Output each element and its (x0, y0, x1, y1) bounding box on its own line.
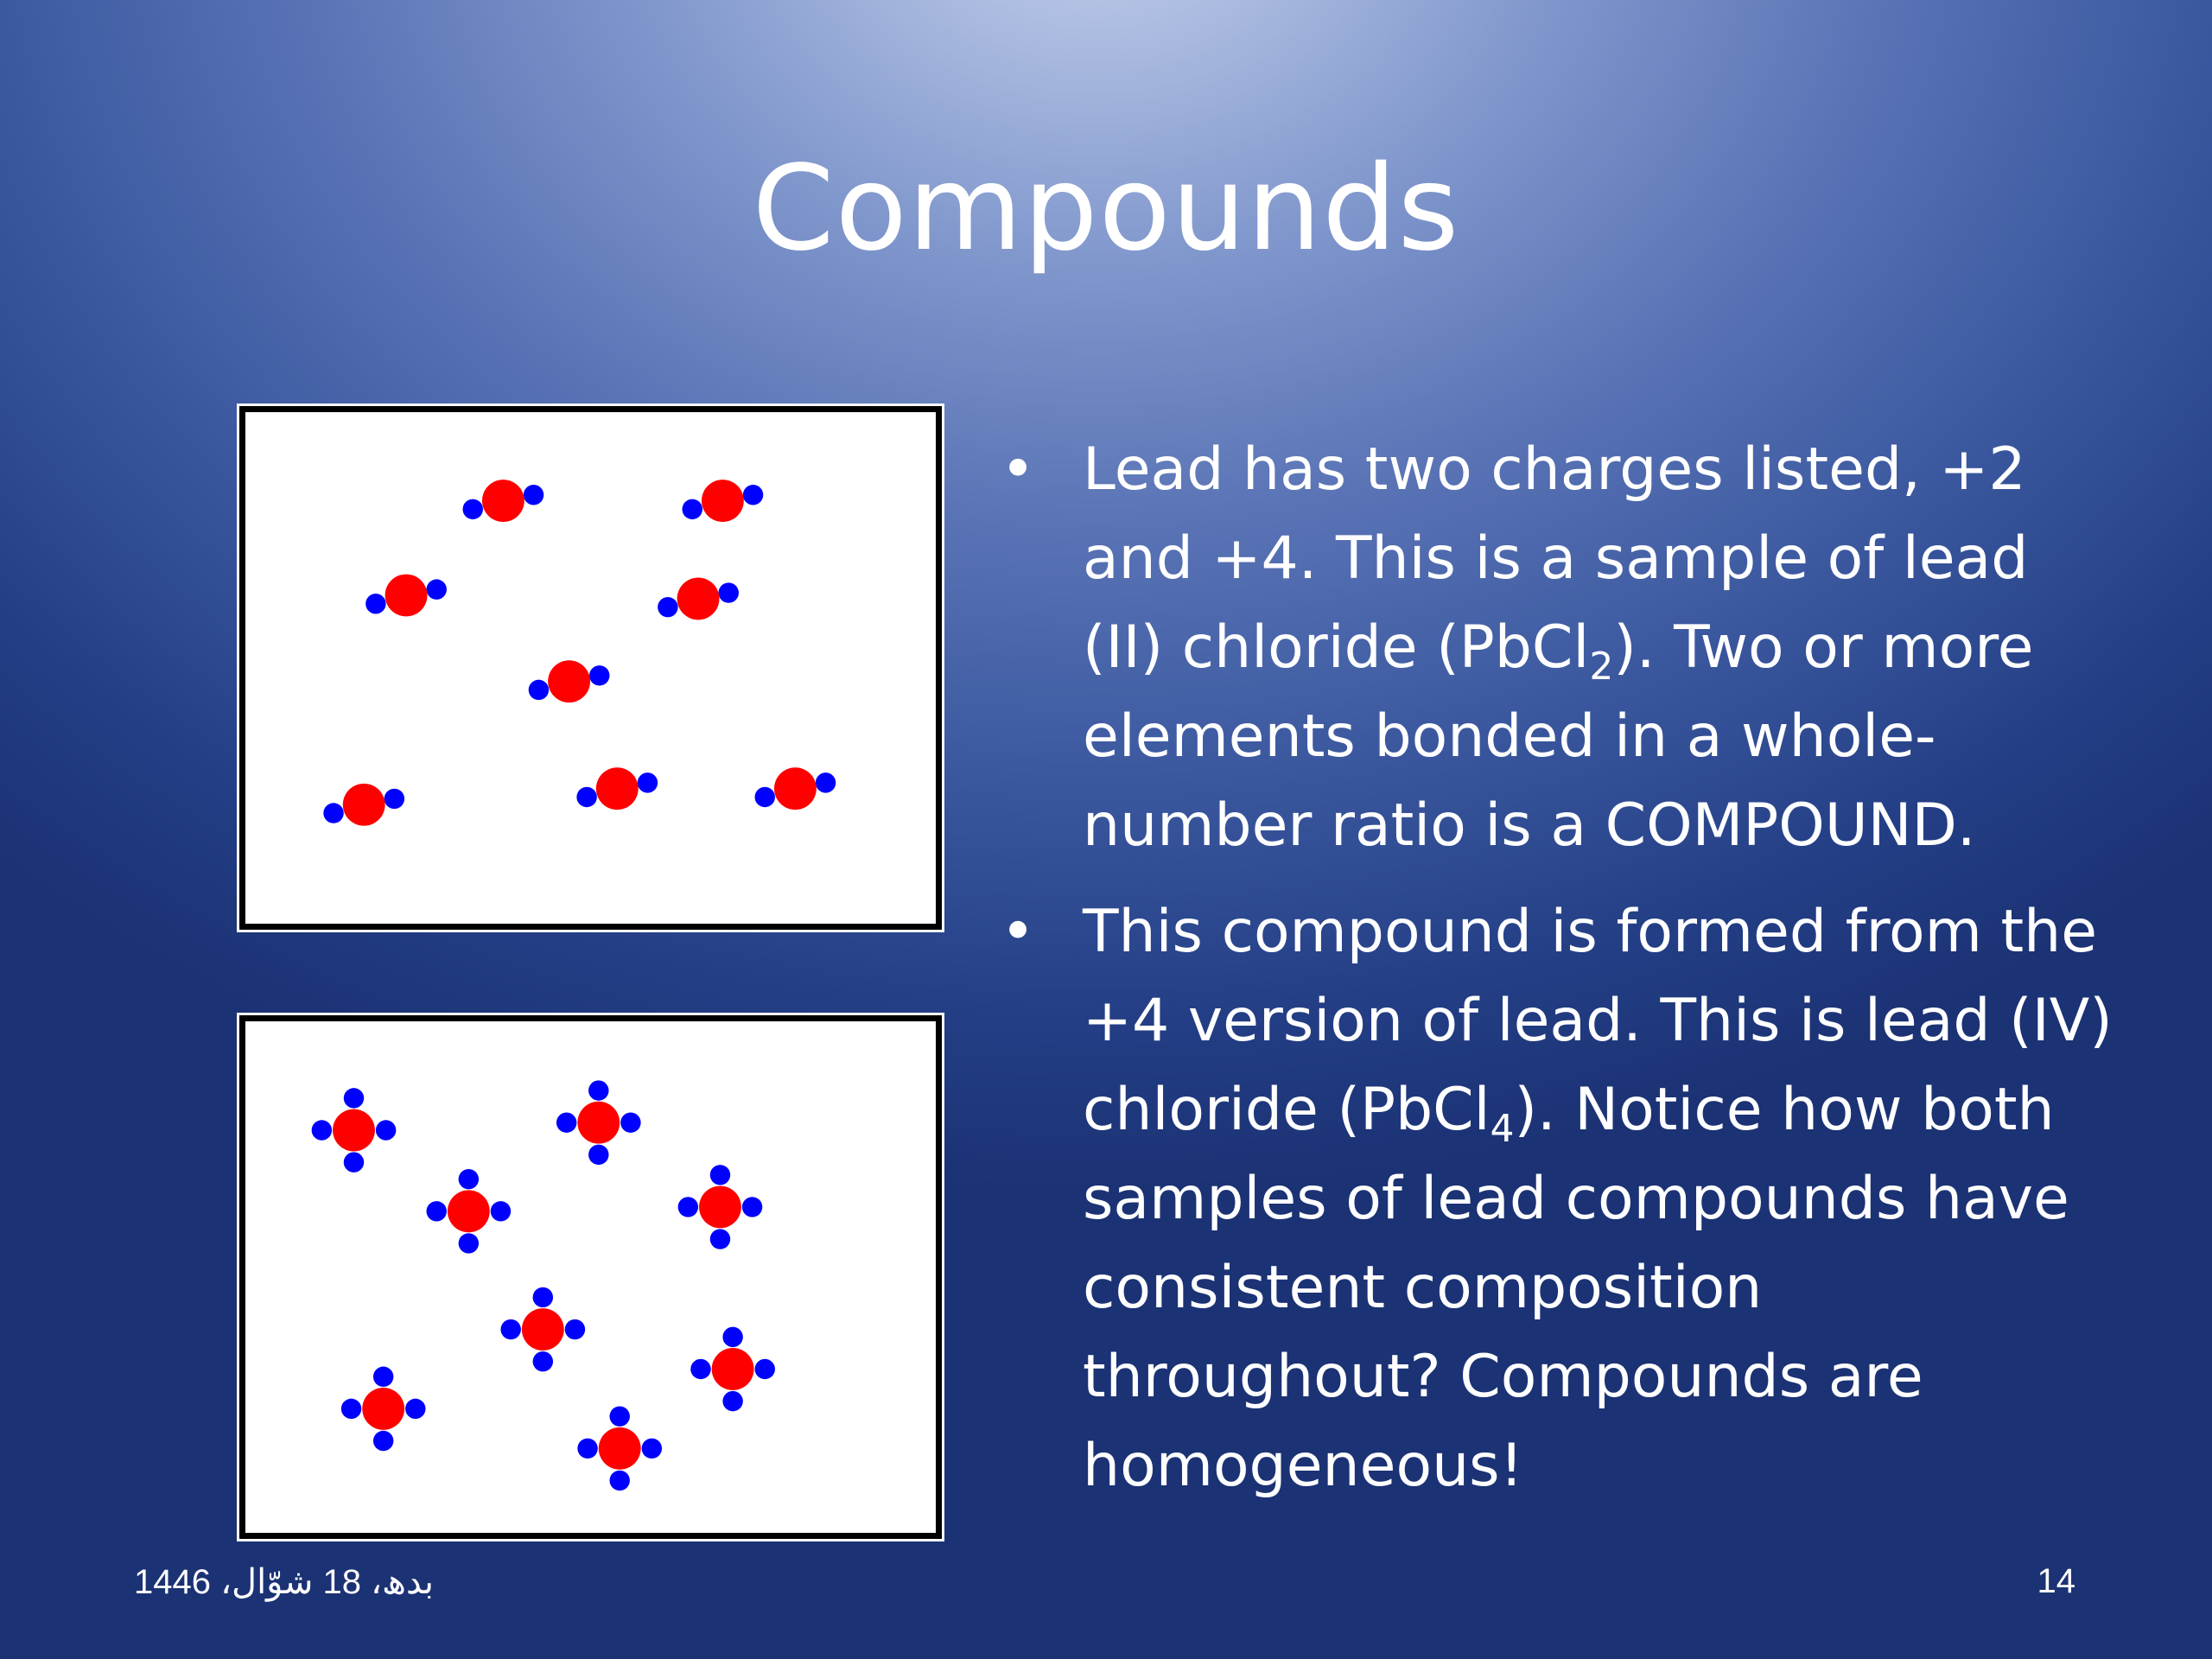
pbcl4-sample-image (239, 1015, 942, 1539)
chlorine-atom (524, 485, 543, 505)
lead-atom (577, 1102, 620, 1144)
chlorine-atom (710, 1165, 730, 1185)
chlorine-atom (682, 499, 702, 519)
chlorine-atom (719, 582, 739, 602)
lead-atom (596, 767, 639, 810)
bullet-item-pbcl4 (992, 887, 2115, 1510)
chlorine-atom (609, 1406, 629, 1426)
chlorine-atom (463, 499, 483, 519)
chlorine-atom (742, 1197, 762, 1217)
chlorine-atom (710, 1229, 730, 1249)
chlorine-atom (658, 597, 677, 617)
lead-atom (774, 767, 817, 810)
lead-atom (482, 480, 524, 522)
chlorine-atom (816, 772, 836, 792)
bullet-icon: • (1001, 435, 1036, 504)
chlorine-atom (743, 485, 763, 505)
chlorine-atom (588, 1080, 608, 1100)
lead-atom (702, 480, 744, 522)
chlorine-atom (341, 1399, 361, 1419)
lead-atom (699, 1185, 741, 1228)
slide-title: Compounds (752, 141, 1460, 277)
chlorine-atom (533, 1287, 553, 1307)
chlorine-atom (588, 1145, 608, 1165)
chlorine-atom (576, 787, 596, 807)
pbcl2-sample-image (239, 406, 942, 930)
chlorine-atom (344, 1152, 364, 1172)
chlorine-atom (678, 1197, 698, 1217)
lead-atom (333, 1109, 375, 1152)
lead-atom (548, 660, 590, 702)
bullet-icon: • (1001, 898, 1036, 966)
chlorine-atom (312, 1120, 332, 1140)
chlorine-atom (755, 1359, 775, 1379)
lead-atom (343, 784, 385, 826)
chlorine-atom (620, 1113, 640, 1133)
chlorine-atom (500, 1319, 520, 1339)
chlorine-atom (755, 787, 775, 807)
pbcl4-molecules-diagram (245, 1021, 936, 1533)
chlorine-atom (609, 1471, 629, 1491)
chlorine-atom (642, 1439, 662, 1459)
chlorine-atom (638, 772, 658, 792)
lead-atom (448, 1190, 490, 1232)
footer-date: بدھ، 18 شوّال، 1446 (134, 1563, 435, 1601)
chlorine-atom (459, 1169, 479, 1189)
bullet-list (992, 425, 2115, 1528)
chlorine-atom (556, 1113, 576, 1133)
chlorine-atom (373, 1367, 393, 1387)
lead-atom (712, 1348, 754, 1390)
bullet-text: ). Two or more elements bonded in a whole-number ratio is a COMPOUND. (1083, 613, 2034, 860)
chlorine-atom (722, 1391, 742, 1411)
lead-atom (385, 575, 428, 617)
chlorine-atom (385, 789, 404, 809)
bullet-text: This compound is formed from the +4 version of lead. This is lead (IV) chloride (PbCl (1083, 898, 2113, 1144)
chlorine-atom (426, 1201, 446, 1221)
lead-atom (362, 1388, 404, 1430)
chlorine-atom (344, 1088, 364, 1108)
bullet-text: ). Notice how both samples of lead compounds have consistent composition throughout? Compounds are homogeneous! (1083, 1076, 2069, 1500)
chlorine-atom (690, 1359, 710, 1379)
chlorine-atom (589, 665, 609, 685)
chlorine-atom (323, 803, 343, 823)
chlorine-atom (365, 594, 385, 613)
chlorine-atom (491, 1201, 511, 1221)
subscript: 4 (1490, 1107, 1515, 1151)
chlorine-atom (376, 1120, 396, 1140)
chlorine-atom (565, 1319, 585, 1339)
chlorine-atom (533, 1351, 553, 1371)
chlorine-atom (459, 1233, 479, 1253)
lead-atom (677, 577, 720, 620)
chlorine-atom (529, 680, 549, 700)
bullet-text: Lead has two charges listed, +2 and +4. This is a sample of lead (II) chloride (PbCl (1083, 435, 2029, 682)
chlorine-atom (405, 1399, 425, 1419)
bullet-item-pbcl2 (992, 425, 2115, 870)
chlorine-atom (426, 579, 446, 599)
chlorine-atom (577, 1439, 597, 1459)
lead-atom (599, 1427, 641, 1470)
pbcl2-molecules-diagram (245, 412, 936, 924)
lead-atom (522, 1308, 564, 1351)
chlorine-atom (373, 1431, 393, 1451)
subscript: 2 (1589, 645, 1614, 689)
chlorine-atom (722, 1327, 742, 1347)
slide-number: 14 (2037, 1562, 2075, 1600)
